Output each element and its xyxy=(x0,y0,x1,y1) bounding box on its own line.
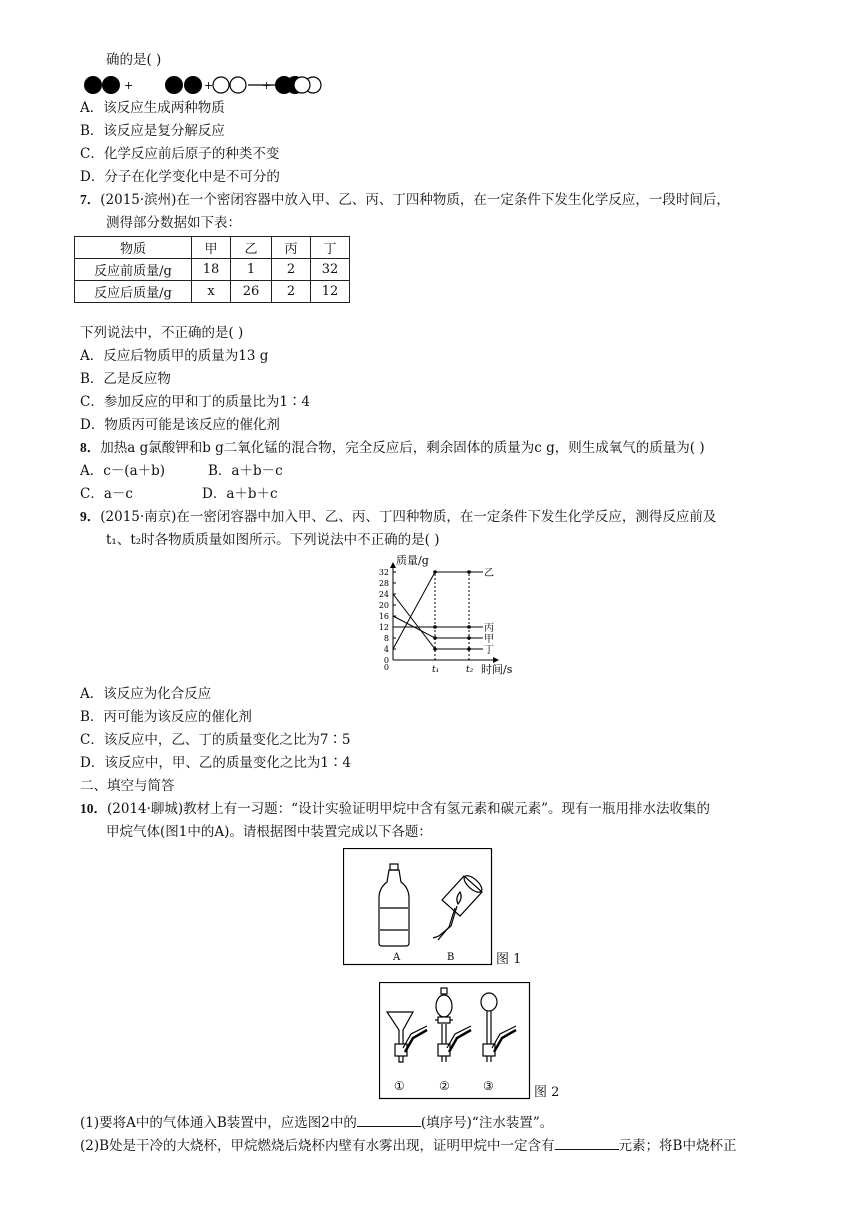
y-tick-label: 20 xyxy=(378,601,389,610)
q6-option-c: C．化学反应前后原子的种类不变 xyxy=(80,146,280,162)
figure-1-caption: 图 1 xyxy=(496,952,522,967)
table-cell: 12 xyxy=(311,281,350,303)
q9-option-c: C．该反应中，乙、丁的质量变化之比为7∶5 xyxy=(80,732,351,748)
q7-option-b: B．乙是反应物 xyxy=(80,371,171,387)
white-atom xyxy=(230,77,246,93)
x-axis-label: 时间/s xyxy=(481,663,513,676)
q10-sub1-text-b: (填序号)“注水装置”。 xyxy=(420,1115,554,1131)
long-neck-funnel-icon xyxy=(481,993,516,1062)
series-label: 丙 xyxy=(484,623,494,634)
section-title: 二、填空与简答 xyxy=(80,778,175,794)
series-label: 乙 xyxy=(484,568,494,579)
figure-2-caption: 图 2 xyxy=(534,1085,560,1100)
y-tick-label: 24 xyxy=(378,590,389,599)
data-point xyxy=(433,636,437,640)
q8-stem-text: 加热a g氯酸钾和b g二氧化锰的混合物，完全反应后，剩余固体的质量为c g，则生成氧气的质量为( ) xyxy=(100,440,705,456)
series-label: 丁 xyxy=(484,645,494,656)
q9-option-b: B．丙可能为该反应的催化剂 xyxy=(80,709,252,725)
q9-stem xyxy=(80,507,716,527)
q6-option-d: D．分子在化学变化中是不可分的 xyxy=(80,169,280,185)
separatory-funnel-icon xyxy=(435,988,471,1062)
svg-text:+: + xyxy=(262,79,272,92)
table-cell: 26 xyxy=(231,281,272,303)
black-atom xyxy=(184,76,202,94)
y-tick-label: 4 xyxy=(383,645,389,654)
plus-sign: + xyxy=(204,79,214,92)
table-header-cell: 乙 xyxy=(231,237,272,259)
q10-sub1 xyxy=(80,1112,553,1133)
table-header-row xyxy=(75,237,350,259)
q10-number: 10． xyxy=(80,801,107,816)
y-tick-label: 12 xyxy=(378,623,389,632)
x-tick-label: t₂ xyxy=(466,665,474,675)
q10-sub1-text-a: (1)要将A中的气体通入B装置中，应选图2中的 xyxy=(80,1115,357,1131)
q8-option-b: B．a＋b－c xyxy=(208,463,283,479)
svg-text:+: + xyxy=(124,79,134,92)
figure-2-label-3: ③ xyxy=(483,1079,494,1093)
gas-bottle-icon xyxy=(379,864,409,946)
table-row xyxy=(75,259,350,281)
data-point xyxy=(433,647,437,651)
table-cell: 18 xyxy=(192,259,231,281)
q8-option-d: D．a＋b＋c xyxy=(202,486,278,502)
y-tick-label: 16 xyxy=(378,612,389,621)
black-atom xyxy=(165,76,183,94)
q6-option-a: A．该反应生成两种物质 xyxy=(80,100,225,116)
q8-option-a: A．c－(a＋b) xyxy=(80,463,166,479)
funnel-icon xyxy=(387,1012,427,1062)
q7-number: 7． xyxy=(80,192,101,207)
y-tick-label: 8 xyxy=(383,634,389,643)
table-cell: 2 xyxy=(272,259,311,281)
q7-question: 下列说法中，不正确的是( ) xyxy=(80,325,244,341)
figure-1-label-a: A xyxy=(393,952,401,963)
y-tick-label: 0 xyxy=(383,656,389,665)
table-cell: x xyxy=(192,281,231,303)
q9-stem-line2: t₁、t₂时各物质质量如图所示。下列说法中不正确的是( ) xyxy=(106,532,440,548)
q6-stem-tail: 确的是( ) xyxy=(106,52,162,68)
reactant-molecule xyxy=(80,72,140,98)
q10-sub2 xyxy=(80,1135,736,1156)
q9-stem-line1: (2015·南京)在一密闭容器中加入甲、乙、丙、丁四种物质，在一定条件下发生化学反应，测得反应前及 xyxy=(100,509,717,525)
table-header-cell: 物质 xyxy=(75,237,192,259)
q10-sub2-text-b: 元素；将B中烧杯正 xyxy=(618,1138,737,1154)
q7-stem-line1: (2015·滨州)在一个密闭容器中放入甲、乙、丙、丁四种物质，在一定条件下发生化学反应，一段时间后， xyxy=(100,192,730,208)
q7-stem xyxy=(80,190,730,210)
y-tick-label: 28 xyxy=(378,579,389,588)
q10-stem xyxy=(80,799,710,819)
table-cell: 1 xyxy=(231,259,272,281)
mass-time-chart xyxy=(360,550,530,680)
origin-label: 0 xyxy=(383,663,389,672)
data-point xyxy=(433,625,437,629)
table-header-cell: 丁 xyxy=(311,237,350,259)
q10-stem-line1: (2014·聊城)教材上有一习题：“设计实验证明甲烷中含有氢元素和碳元素”。现有一瓶用排水法收集的 xyxy=(107,801,710,817)
q10-sub2-text-a: (2)B处是干冷的大烧杯，甲烷燃烧后烧杯内壁有水雾出现，证明甲烷中一定含有 xyxy=(80,1138,555,1154)
q7-stem-line2: 测得部分数据如下表： xyxy=(106,215,241,231)
mass-table xyxy=(74,236,350,303)
table-cell: 2 xyxy=(272,281,311,303)
data-point xyxy=(433,570,437,574)
table-cell: 32 xyxy=(311,259,350,281)
inverted-beaker-icon xyxy=(433,873,485,940)
q8-option-c: C．a－c xyxy=(80,486,133,502)
y-axis-label: 质量/g xyxy=(396,554,429,567)
white-atom xyxy=(213,77,229,93)
table-header-cell: 甲 xyxy=(192,237,231,259)
x-tick-label: t₁ xyxy=(432,665,440,675)
figure-2-label-2: ② xyxy=(439,1079,450,1093)
q7-option-a: A．反应后物质甲的质量为13 g xyxy=(80,348,269,364)
figure-2 xyxy=(379,982,533,1100)
figure-2-label-1: ① xyxy=(394,1079,405,1093)
table-row xyxy=(75,281,350,303)
table-cell: 反应后质量/g xyxy=(75,281,192,303)
q7-option-d: D．物质丙可能是该反应的催化剂 xyxy=(80,417,280,433)
table-header-cell: 丙 xyxy=(272,237,311,259)
q9-number: 9． xyxy=(80,509,101,524)
answer-blank[interactable] xyxy=(357,1112,421,1127)
q10-stem-line2: 甲烷气体(图1中的A)。请根据图中装置完成以下各题： xyxy=(106,824,432,840)
q9-option-d: D．该反应中，甲、乙的质量变化之比为1∶4 xyxy=(80,755,352,771)
y-tick-label: 32 xyxy=(378,568,389,577)
product-molecule xyxy=(262,72,322,98)
series-line xyxy=(393,572,469,649)
q6-option-b: B．该反应是复分解反应 xyxy=(80,123,225,139)
table-cell: 反应前质量/g xyxy=(75,259,192,281)
q8-stem xyxy=(80,438,705,458)
q9-option-a: A．该反应为化合反应 xyxy=(80,686,212,702)
figure-1 xyxy=(343,848,495,966)
series-label: 甲 xyxy=(484,634,494,645)
q8-number: 8． xyxy=(80,440,101,455)
figure-1-label-b: B xyxy=(447,952,455,963)
q7-option-c: C．参加反应的甲和丁的质量比为1∶4 xyxy=(80,394,311,410)
answer-blank[interactable] xyxy=(555,1135,619,1150)
